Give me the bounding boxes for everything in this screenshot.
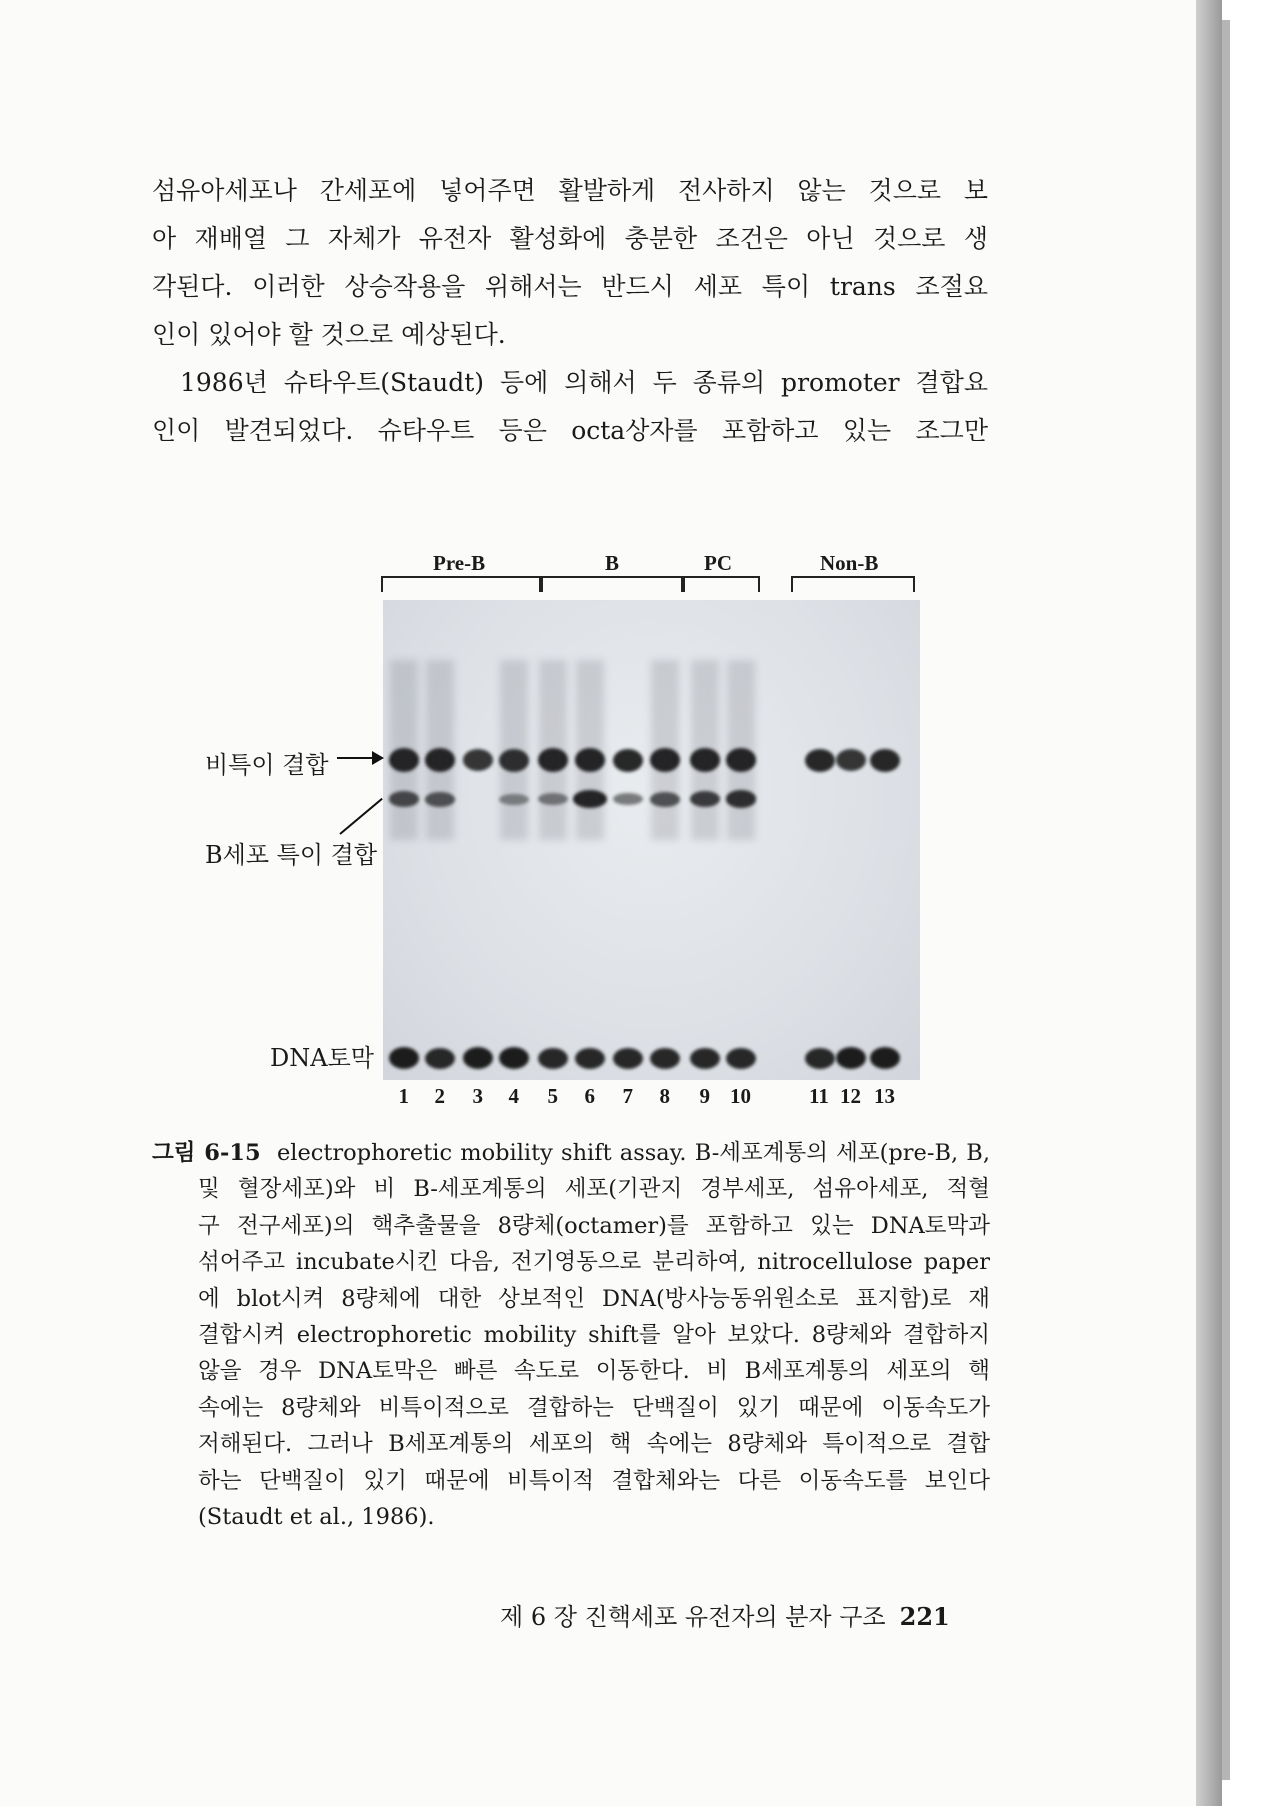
gel-band-bcell-specific-lane-7 <box>613 793 643 805</box>
caption-line-1 <box>152 1135 990 1171</box>
caption-head: 그림 6-15 <box>152 1140 261 1166</box>
caption-line: (Staudt et al., 1986). <box>198 1503 435 1530</box>
caption-line: 않을 경우 DNA토막은 빠른 속도로 이동한다. 비 B세포계통의 세포의 핵 <box>198 1358 990 1385</box>
lane-number: 9 <box>699 1084 710 1108</box>
text-line: 인이 발견되었다. 슈타우트 등은 octa상자를 포함하고 있는 조그만 <box>152 416 988 445</box>
chapter-title: 제 6 장 진핵세포 유전자의 분자 구조 <box>500 1603 886 1631</box>
caption-line: 섞어주고 incubate시킨 다음, 전기영동으로 분리하여, nitrocellulose paper <box>198 1249 990 1276</box>
caption-line: 및 혈장세포)와 비 B-세포계통의 세포(기관지 경부세포, 섬유아세포, 적혈 <box>198 1176 990 1203</box>
bracket-nonb <box>791 576 915 592</box>
gel-smear-lane-10 <box>727 660 755 840</box>
gel-band-nonspecific-lane-13 <box>870 749 900 772</box>
label-nonspecific-binding: 비특이 결합 <box>205 751 329 779</box>
lane-number: 7 <box>622 1084 633 1108</box>
gel-band-probe-lane-3 <box>463 1047 493 1069</box>
lane-number: 6 <box>584 1084 595 1108</box>
label-dna-probe: DNA토막 <box>270 1044 374 1072</box>
gel-smear-lane-2 <box>426 660 454 840</box>
gel-band-probe-lane-13 <box>870 1047 900 1069</box>
gel-band-probe-lane-12 <box>836 1047 866 1069</box>
lane-number: 12 <box>840 1084 861 1108</box>
caption-line: 하는 단백질이 있기 때문에 비특이적 결합체와는 다른 이동속도를 보인다 <box>198 1467 990 1494</box>
gel-band-nonspecific-lane-12 <box>836 749 866 771</box>
gel-smear-lane-8 <box>651 660 679 840</box>
caption-line: 에 blot시켜 8량체에 대한 상보적인 DNA(방사능동위원소로 표지함)로 재 <box>198 1285 990 1312</box>
group-label-preb: Pre-B <box>433 551 486 575</box>
group-label-pc: PC <box>704 551 732 575</box>
group-label-b: B <box>605 551 620 575</box>
gel-band-nonspecific-lane-3 <box>463 749 493 771</box>
lane-number: 2 <box>434 1084 445 1108</box>
text-line: 각된다. 이러한 상승작용을 위해서는 반드시 세포 특이 trans 조절요 <box>152 272 988 301</box>
body-paragraph-1 <box>152 167 988 359</box>
gel-band-probe-lane-2 <box>425 1048 455 1069</box>
group-label-nonb: Non-B <box>820 551 879 575</box>
gel-band-probe-lane-8 <box>650 1048 680 1069</box>
lane-number: 3 <box>472 1084 483 1108</box>
text-line: 인이 있어야 할 것으로 예상된다. <box>152 320 506 349</box>
text-line: 섬유아세포나 간세포에 넣어주면 활발하게 전사하지 않는 것으로 보 <box>152 176 988 205</box>
lane-number: 5 <box>547 1084 558 1108</box>
gel-band-probe-lane-11 <box>805 1048 835 1069</box>
caption-line: 구 전구세포)의 핵추출물을 8량체(octamer)를 포함하고 있는 DNA토막과 <box>198 1212 990 1239</box>
bracket-b <box>541 576 683 592</box>
gel-image <box>383 600 920 1080</box>
gel-smear-lane-9 <box>691 660 719 840</box>
gel-band-probe-lane-1 <box>389 1047 419 1069</box>
page-edge-shadow <box>1222 20 1230 1780</box>
gel-band-nonspecific-lane-11 <box>805 749 835 772</box>
text-line: 1986년 슈타우트(Staudt) 등에 의해서 두 종류의 promoter 결합요 <box>180 368 988 397</box>
lane-number: 4 <box>508 1084 519 1108</box>
bracket-pc <box>683 576 760 592</box>
page-footer <box>500 1597 950 1632</box>
page-edge <box>1196 0 1222 1806</box>
text-line: 아 재배열 그 자체가 유전자 활성화에 충분한 조건은 아닌 것으로 생 <box>152 224 988 253</box>
gel-band-probe-lane-9 <box>690 1048 720 1069</box>
gel-smear-lane-6 <box>576 660 604 840</box>
caption-line: 속에는 8량체와 비특이적으로 결합하는 단백질이 있기 때문에 이동속도가 <box>198 1394 990 1421</box>
arrowhead-nonspecific <box>372 751 384 765</box>
body-paragraph-2 <box>152 359 988 455</box>
caption-line: 저해된다. 그러나 B세포계통의 세포의 핵 속에는 8량체와 특이적으로 결합 <box>198 1431 990 1458</box>
label-bcell-specific-binding: B세포 특이 결합 <box>205 841 377 869</box>
caption-text: electrophoretic mobility shift assay. B-세포계통의 세포(pre-B, B, <box>276 1140 990 1166</box>
gel-smear-lane-4 <box>500 660 528 840</box>
lane-number: 1 <box>398 1084 409 1108</box>
lane-number: 13 <box>874 1084 895 1108</box>
bracket-preb <box>381 576 541 592</box>
lane-number: 11 <box>809 1084 829 1108</box>
gel-band-nonspecific-lane-7 <box>613 749 643 772</box>
gel-band-probe-lane-6 <box>575 1048 605 1069</box>
caption-line: 결합시켜 electrophoretic mobility shift를 알아 보았다. 8량체와 결합하지 <box>198 1321 990 1348</box>
figure-caption <box>152 1135 990 1535</box>
gel-band-probe-lane-10 <box>726 1048 756 1069</box>
gel-band-probe-lane-5 <box>538 1048 568 1069</box>
gel-band-probe-lane-7 <box>613 1048 643 1069</box>
lane-number: 10 <box>730 1084 751 1108</box>
gel-smear-lane-5 <box>539 660 567 840</box>
gel-smear-lane-1 <box>390 660 418 840</box>
lane-number: 8 <box>659 1084 670 1108</box>
gel-band-probe-lane-4 <box>499 1047 529 1069</box>
page-number: 221 <box>899 1602 950 1631</box>
